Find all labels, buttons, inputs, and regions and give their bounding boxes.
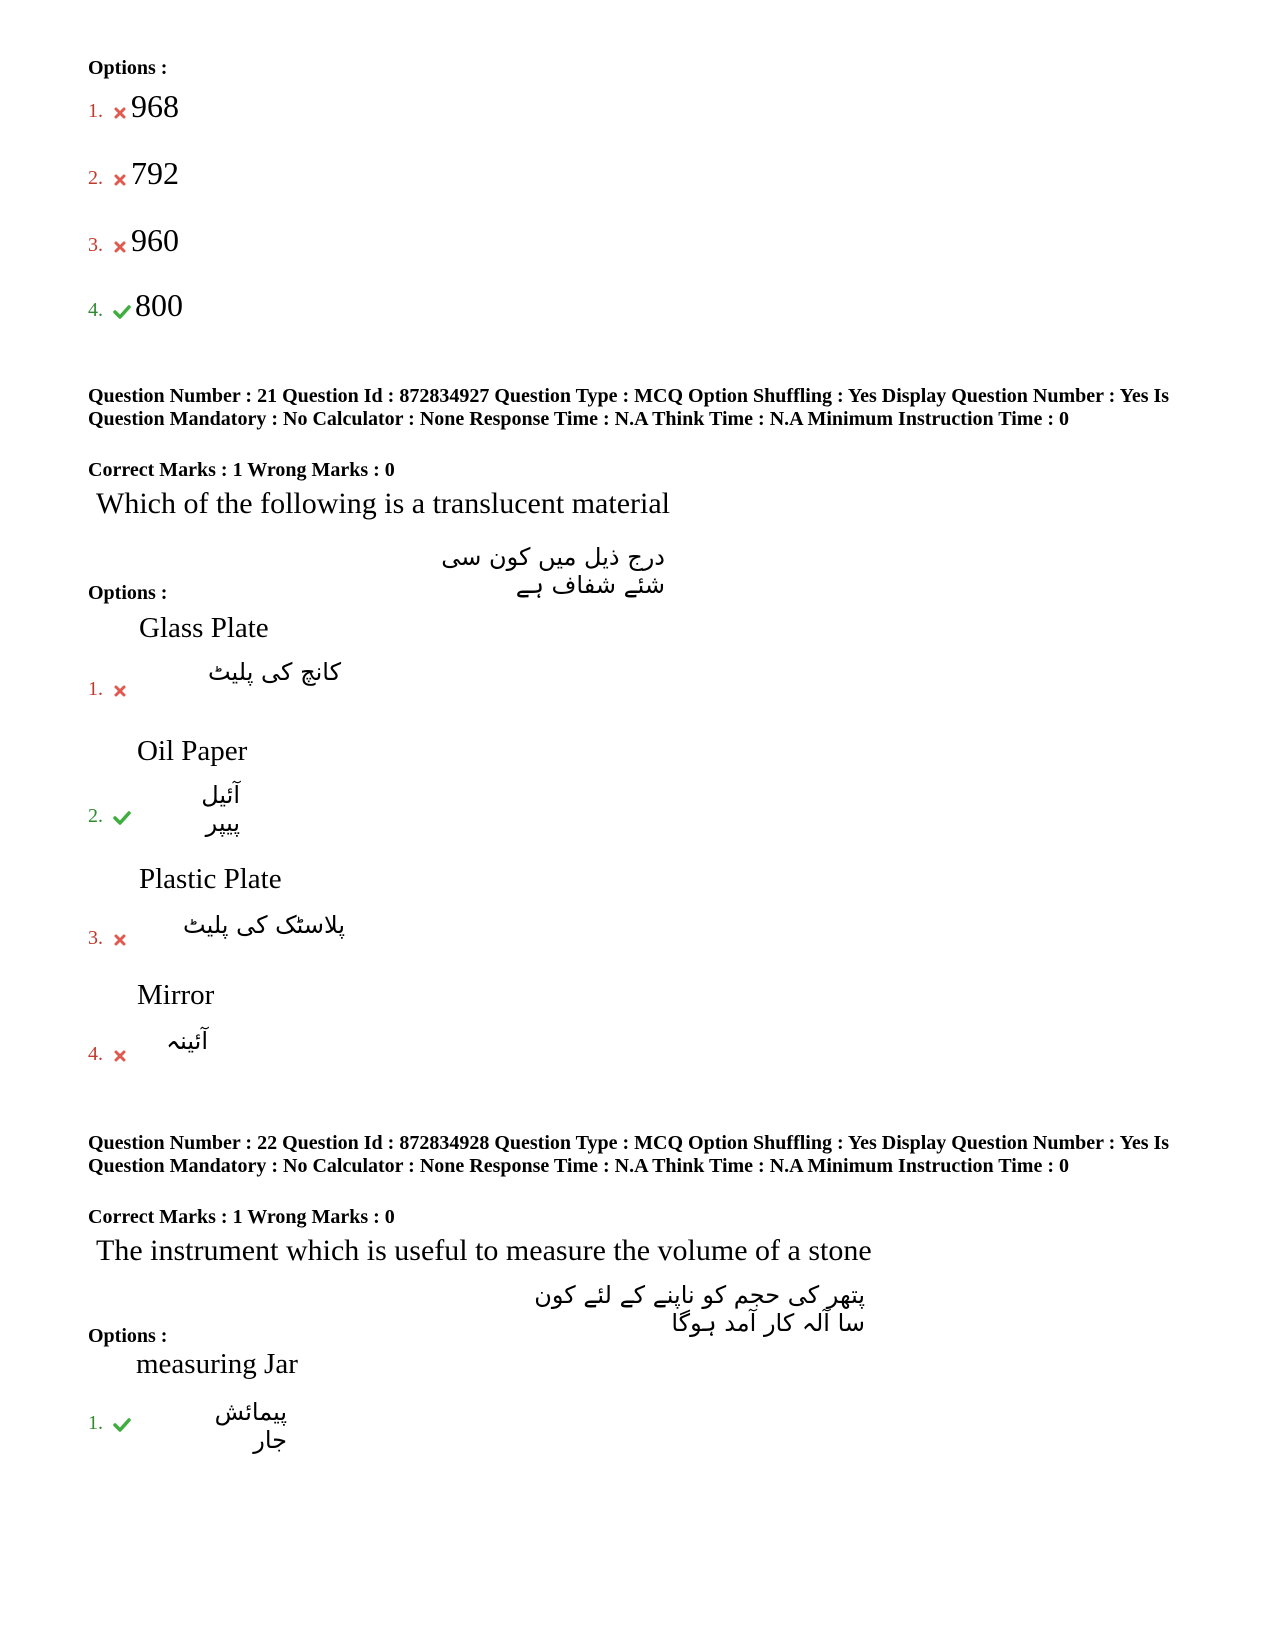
option-number: 4. (88, 299, 103, 321)
option-4 (88, 979, 488, 1079)
question-text-ur: درج ذیل میں کون سی شئے شفاف ہے (441, 543, 665, 599)
option-text-en: Oil Paper (137, 735, 248, 767)
option-number: 1. (88, 1412, 103, 1434)
question-text-en: Which of the following is a translucent material (96, 487, 670, 520)
cross-icon (113, 240, 127, 254)
check-icon (113, 810, 131, 826)
option-text-ur: آئیل پیپر (201, 781, 240, 837)
option-text-ur: پلاسٹک کی پلیٹ (183, 911, 345, 939)
option-text-en: Mirror (137, 979, 215, 1011)
option-number: 3. (88, 927, 103, 949)
option-2 (88, 735, 488, 835)
cross-icon (113, 173, 127, 187)
option-value: 960 (131, 222, 179, 258)
check-icon (113, 304, 131, 320)
option-text-en: Glass Plate (139, 612, 269, 644)
options-label: Options : (88, 57, 168, 79)
option-number: 3. (88, 234, 103, 256)
question-meta: Question Number : 21 Question Id : 872834927 Question Type : MCQ Option Shuffling : Yes Display Question Number : Yes Is Question Mandatory : No Calculator : None Response Time : N.A Think Time : N.A Minimum Instruction Time : 0 (88, 385, 1170, 430)
option-1 (88, 1348, 488, 1454)
option-value: 792 (131, 155, 179, 191)
marks-info: Correct Marks : 1 Wrong Marks : 0 (88, 459, 395, 481)
option-text-en: Plastic Plate (139, 863, 282, 895)
option-text-ur: پیمائش جار (214, 1398, 287, 1454)
cross-icon (113, 933, 127, 947)
option-text-en: measuring Jar (136, 1348, 298, 1380)
marks-info: Correct Marks : 1 Wrong Marks : 0 (88, 1206, 395, 1228)
cross-icon (113, 1049, 127, 1063)
option-1 (88, 612, 488, 712)
cross-icon (113, 106, 127, 120)
option-3 (88, 222, 179, 259)
option-number: 4. (88, 1043, 103, 1065)
option-number: 2. (88, 167, 103, 189)
option-number: 1. (88, 100, 103, 122)
option-number: 2. (88, 805, 103, 827)
cross-icon (113, 684, 127, 698)
question-meta: Question Number : 22 Question Id : 872834928 Question Type : MCQ Option Shuffling : Yes Display Question Number : Yes Is Question Mandatory : No Calculator : None Response Time : N.A Think Time : N.A Minimum Instruction Time : 0 (88, 1132, 1170, 1177)
option-text-ur: کانچ کی پلیٹ (207, 658, 341, 686)
question-text-ur: پتھر کی حجم کو ناپنے کے لئے کون سا آلہ کار آمد ہوگا (534, 1281, 865, 1337)
option-value: 800 (135, 287, 183, 323)
check-icon (113, 1417, 131, 1433)
option-4 (88, 287, 183, 324)
option-value: 968 (131, 88, 179, 124)
options-label: Options : (88, 1325, 168, 1347)
option-1 (88, 88, 179, 125)
option-text-ur: آئینہ (166, 1027, 208, 1055)
option-number: 1. (88, 678, 103, 700)
option-2 (88, 155, 179, 192)
question-text-en: The instrument which is useful to measure the volume of a stone (96, 1234, 872, 1267)
options-label: Options : (88, 582, 168, 604)
option-3 (88, 863, 488, 963)
